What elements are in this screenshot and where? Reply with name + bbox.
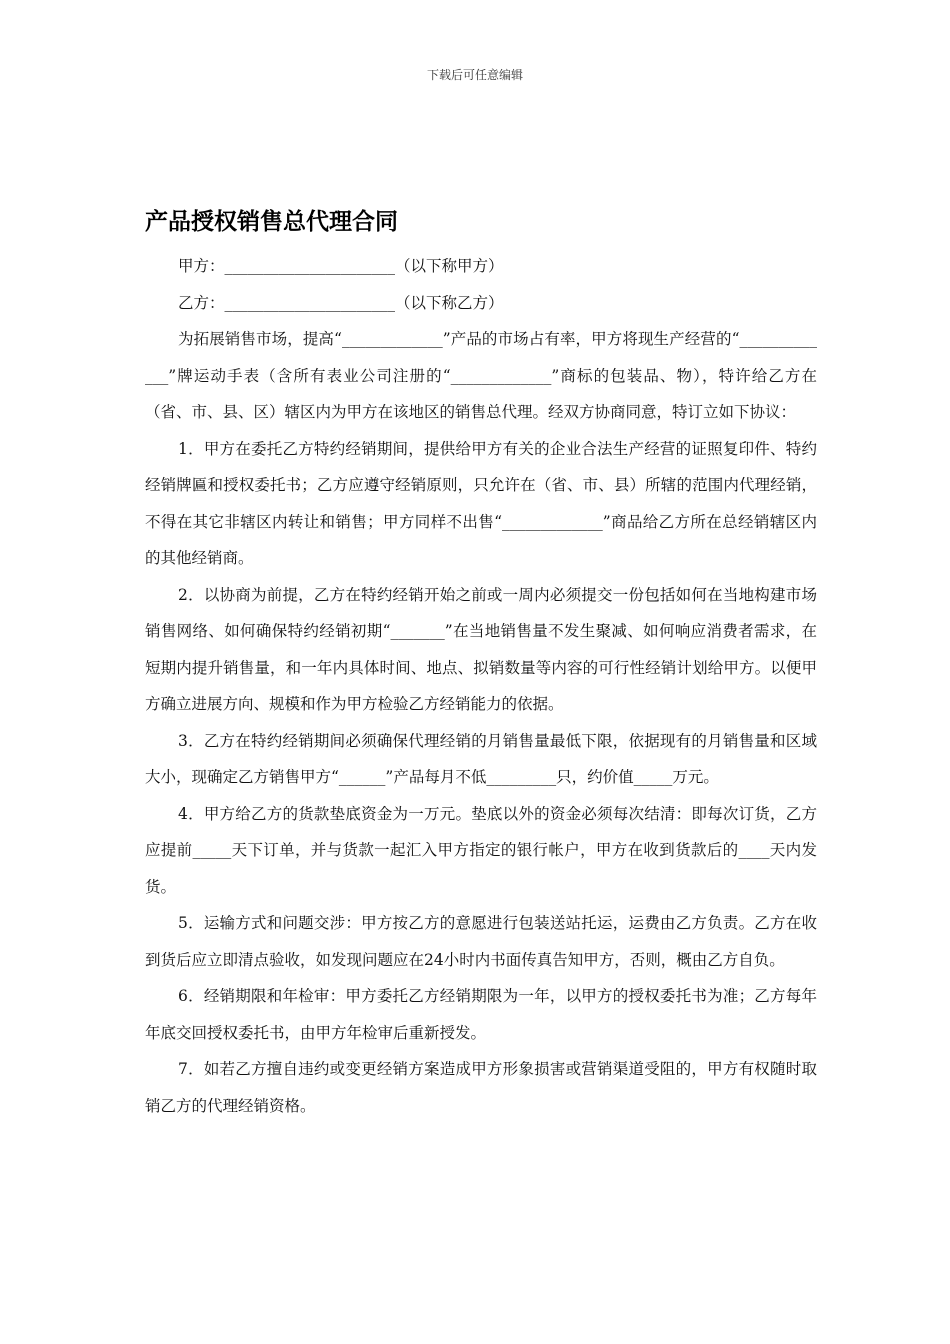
clause-1-paragraph: 1．甲方在委托乙方特约经销期间，提供给甲方有关的企业合法生产经营的证照复印件、特约经销牌匾和授权委托书；乙方应遵守经销原则，只允许在（省、市、县）所辖的范围内代理经销，不得在其它非辖区内转让和销售；甲方同样不出售“_____________”商品给乙方所在总经销辖区内的其他经销商。 [145,439,817,567]
page-header-note: 下载后可任意编辑 [426,68,523,82]
clause-4-paragraph: 4．甲方给乙方的货款垫底资金为一万元。垫底以外的资金必须每次结清：即每次订货，乙方应提前_____天下订单，并与货款一起汇入甲方指定的银行帐户，甲方在收到货款后的____天内发货。 [145,804,817,896]
clause-3-paragraph: 3．乙方在特约经销期间必须确保代理经销的月销售量最低下限，依据现有的月销售量和区域大小，现确定乙方销售甲方“______”产品每月不低_________只，约价值_____万元。 [145,731,817,786]
clause-5-paragraph: 5．运输方式和问题交涉：甲方按乙方的意愿进行包装送站托运，运费由乙方负责。乙方在收到货后应立即清点验收，如发现问题应在24小时内书面传真告知甲方，否则，概由乙方自负。 [145,914,817,969]
party-a-line: 甲方：______________________（以下称甲方） [178,257,504,275]
document-title: 产品授权销售总代理合同 [145,209,398,235]
contract-document [145,204,817,1124]
party-b-line: 乙方：______________________（以下称乙方） [178,293,504,312]
clause-6-paragraph: 6．经销期限和年检审：甲方委托乙方经销期限为一年，以甲方的授权委托书为准；乙方每年年底交回授权委托书，由甲方年检审后重新授发。 [145,987,817,1042]
clause-7-paragraph: 7．如若乙方擅自违约或变更经销方案造成甲方形象损害或营销渠道受阻的，甲方有权随时取销乙方的代理经销资格。 [145,1060,817,1115]
clause-2-paragraph: 2．以协商为前提，乙方在特约经销开始之前或一周内必须提交一份包括如何在当地构建市场销售网络、如何确保特约经销初期“_______”在当地销售量不发生聚减、如何响应消费者需求，在短期内提升销售量，和一年内具体时间、地点、拟销数量等内容的可行性经销计划给甲方。以便甲方确立进展方向、规模和作为甲方检验乙方经销能力的依据。 [145,585,817,713]
preamble-paragraph: 为拓展销售市场，提高“_____________”产品的市场占有率，甲方将现生产经营的“_____________”牌运动手表（含所有表业公司注册的“_____________”商标的包装品、物），特许给乙方在（省、市、县、区）辖区内为甲方在该地区的销售总代理。经双方协商同意，特订立如下协议： [145,330,817,421]
